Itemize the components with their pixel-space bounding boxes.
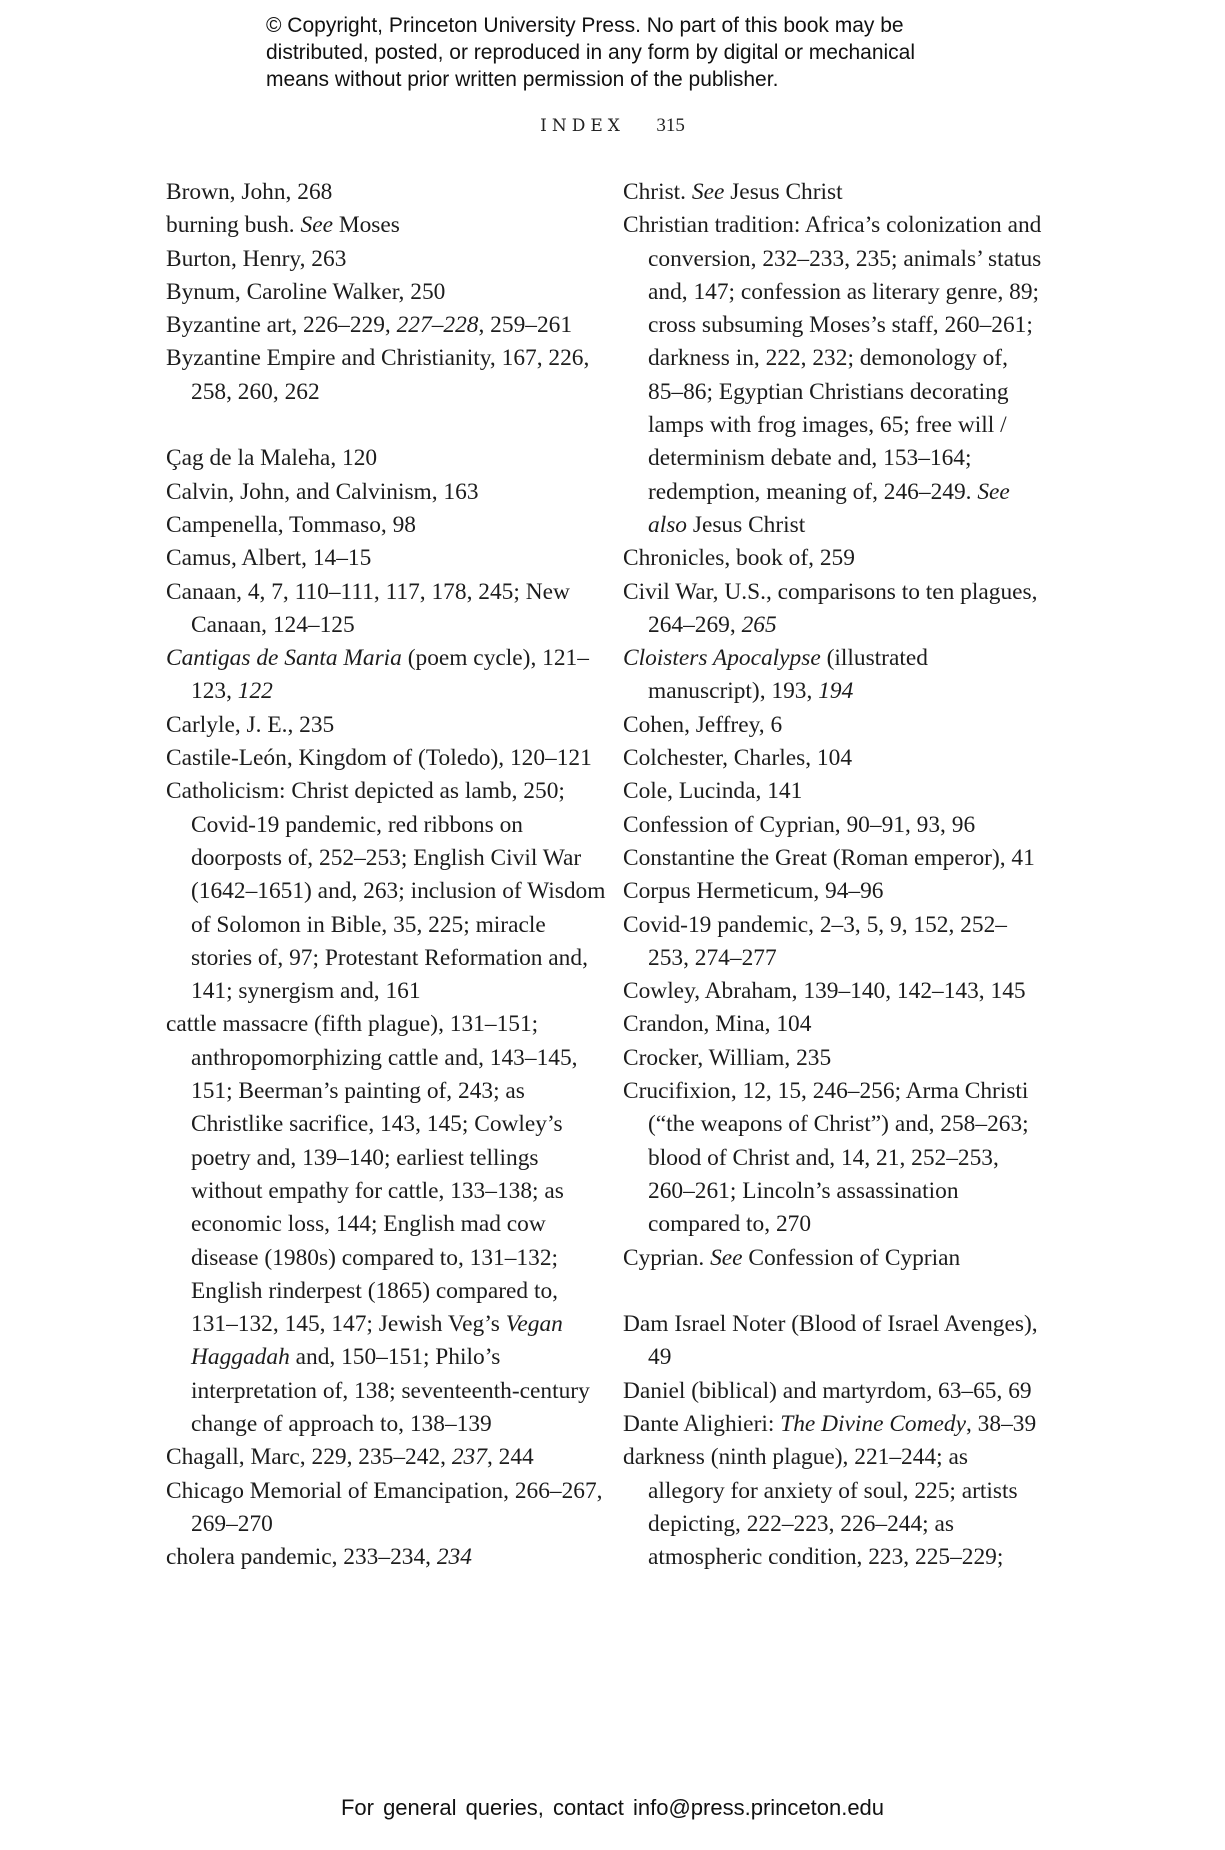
entry-text: Crocker, William, 235 bbox=[623, 1044, 832, 1071]
index-entry bbox=[166, 742, 606, 775]
entry-text: cattle massacre (fifth plague), 131–151; anthropomorphizing cattle and, 143–145, 151; Beerman’s painting of, 243; as Christlike sacrifice, 143, 145; Cowley’s poetry and, 139–140; earliest tellings without empathy for cattle, 133–138; as economic loss, 144; English mad cow disease (1980s) compared to, 131–132; English rinderpest (1865) compared to, 131–132, 145, 147; Jewish Veg’s bbox=[166, 1011, 578, 1338]
index-entry bbox=[623, 1042, 1043, 1075]
index-entry bbox=[166, 243, 606, 276]
index-entry bbox=[623, 1308, 1043, 1375]
entry-text: Constantine the Great (Roman emperor), 41 bbox=[623, 844, 1035, 871]
entry-italic-text: 227–228 bbox=[396, 312, 479, 339]
index-entry bbox=[166, 1008, 606, 1441]
entry-text: Byzantine Empire and Christianity, 167, 226, 258, 260, 262 bbox=[166, 345, 590, 405]
entry-text: Moses bbox=[332, 212, 400, 239]
index-entry bbox=[166, 542, 606, 575]
entry-text: Brown, John, 268 bbox=[166, 179, 333, 205]
copyright-notice bbox=[266, 12, 986, 93]
index-entry bbox=[166, 576, 606, 643]
copyright-line-1: © Copyright, Princeton University Press. No part of this book may be bbox=[266, 14, 904, 37]
entry-text: Canaan, 4, 7, 110–111, 117, 178, 245; New Canaan, 124–125 bbox=[166, 578, 570, 638]
index-entry bbox=[623, 1008, 1043, 1041]
entry-italic-text: 234 bbox=[436, 1544, 472, 1571]
entry-text: Jesus Christ bbox=[724, 179, 843, 205]
entry-italic-text: 265 bbox=[741, 611, 777, 638]
letter-group-gap bbox=[623, 1275, 1043, 1308]
index-entry bbox=[166, 442, 606, 475]
entry-text: Chagall, Marc, 229, 235–242, bbox=[166, 1444, 452, 1471]
index-column-left bbox=[166, 176, 606, 1574]
entry-italic-text: Vegan Haggadah bbox=[191, 1311, 563, 1371]
index-entry bbox=[166, 1441, 606, 1474]
entry-text: , 244 bbox=[486, 1444, 534, 1471]
entry-text: Confession of Cyprian, 90–91, 93, 96 bbox=[623, 811, 976, 838]
entry-italic-text: The Divine Comedy bbox=[780, 1410, 966, 1437]
index-entry bbox=[166, 1475, 606, 1542]
entry-text: Crandon, Mina, 104 bbox=[623, 1011, 812, 1038]
entry-italic-text: See bbox=[300, 212, 333, 239]
index-entry bbox=[623, 709, 1043, 742]
entry-text: Bynum, Caroline Walker, 250 bbox=[166, 278, 446, 305]
index-entry bbox=[166, 1541, 606, 1574]
index-entry bbox=[623, 775, 1043, 808]
running-head-label: INDEX bbox=[540, 116, 625, 136]
entry-text: Corpus Hermeticum, 94–96 bbox=[623, 878, 884, 905]
index-entry bbox=[166, 276, 606, 309]
entry-text: Carlyle, J. E., 235 bbox=[166, 711, 335, 738]
entry-text: Dam Israel Noter (Blood of Israel Avenges), 49 bbox=[623, 1311, 1038, 1371]
entry-text: , 38–39 bbox=[965, 1410, 1037, 1437]
index-entry bbox=[166, 709, 606, 742]
copyright-line-2: distributed, posted, or reproduced in any form by digital or mechanical bbox=[266, 41, 916, 64]
entry-text: Byzantine art, 226–229, bbox=[166, 312, 397, 339]
running-head bbox=[0, 115, 1225, 137]
entry-italic-text: Cloisters Apocalypse bbox=[623, 645, 821, 672]
entry-italic-text: See also bbox=[648, 478, 1010, 538]
entry-italic-text: See bbox=[691, 179, 725, 205]
page-number: 315 bbox=[656, 115, 685, 136]
entry-text: Covid-19 pandemic, 2–3, 5, 9, 152, 252–253, 274–277 bbox=[623, 911, 1007, 971]
index-entry bbox=[623, 742, 1043, 775]
entry-text: darkness (ninth plague), 221–244; as allegory for anxiety of soul, 225; artists depicting, 222–223, 226–244; as atmospheric condition, 223, 225–229; bbox=[623, 1444, 1018, 1571]
footer-contact: For general queries, contact info@press.princeton.edu bbox=[340, 1795, 885, 1820]
index-entry bbox=[623, 1408, 1043, 1441]
index-entry bbox=[623, 1441, 1043, 1574]
index-entry bbox=[623, 975, 1043, 1008]
index-entry bbox=[623, 1075, 1043, 1241]
entry-text: Civil War, U.S., comparisons to ten plagues, 264–269, bbox=[623, 578, 1038, 638]
index-entry bbox=[166, 176, 606, 209]
index-entry bbox=[623, 576, 1043, 643]
entry-text: Calvin, John, and Calvinism, 163 bbox=[166, 478, 479, 505]
entry-text: Cowley, Abraham, 139–140, 142–143, 145 bbox=[623, 978, 1026, 1005]
index-entry bbox=[623, 909, 1043, 976]
entry-text: Campenella, Tommaso, 98 bbox=[166, 511, 416, 538]
index-entry bbox=[166, 642, 606, 709]
copyright-line-3: means without prior written permission of the publisher. bbox=[266, 68, 779, 91]
entry-text: and, 150–151; Philo’s interpretation of, 138; seventeenth-century change of approach to, 138–139 bbox=[191, 1344, 590, 1437]
entry-text: Jesus Christ bbox=[687, 511, 806, 538]
letter-group-gap bbox=[166, 409, 606, 442]
entry-text: Castile-León, Kingdom of (Toledo), 120–121 bbox=[166, 745, 592, 772]
index-entry bbox=[623, 1242, 1043, 1275]
index-entry bbox=[623, 209, 1043, 542]
entry-text: Catholicism: Christ depicted as lamb, 250; Covid-19 pandemic, red ribbons on doorposts of, 252–253; English Civil War (1642–1651) and, 263; inclusion of Wisdom of Solomon in Bible, 35, 225; miracle stories of, 97; Protestant Reformation and, 141; synergism and, 161 bbox=[166, 778, 606, 1005]
entry-italic-text: 237 bbox=[451, 1444, 487, 1471]
entry-text: Daniel (biblical) and martyrdom, 63–65, 69 bbox=[623, 1377, 1032, 1404]
index-entry bbox=[623, 642, 1043, 709]
index-entry bbox=[623, 542, 1043, 575]
index-entry bbox=[623, 809, 1043, 842]
entry-italic-text: 194 bbox=[818, 678, 854, 705]
index-column-right bbox=[623, 176, 1043, 1574]
entry-text: (illustrated manuscript), 193, bbox=[648, 645, 928, 705]
index-entry bbox=[166, 775, 606, 1008]
entry-text: (poem cycle), 121–123, bbox=[191, 645, 589, 705]
entry-text: Cohen, Jeffrey, 6 bbox=[623, 711, 783, 738]
entry-text: Chicago Memorial of Emancipation, 266–267, 269–270 bbox=[166, 1477, 603, 1537]
index-entry bbox=[623, 842, 1043, 875]
entry-text: cholera pandemic, 233–234, bbox=[166, 1544, 437, 1571]
entry-text: Dante Alighieri: bbox=[623, 1410, 781, 1437]
entry-text: Crucifixion, 12, 15, 246–256; Arma Christi (“the weapons of Christ”) and, 258–263; blood of Christ and, 14, 21, 252–253, 260–261; Lincoln’s assassination compared to, 270 bbox=[623, 1078, 1029, 1238]
index-entry bbox=[623, 176, 1043, 209]
entry-italic-text: 122 bbox=[237, 678, 273, 705]
entry-text: Colchester, Charles, 104 bbox=[623, 745, 853, 772]
entry-text: Çag de la Maleha, 120 bbox=[166, 445, 378, 472]
entry-text: Christian tradition: Africa’s colonization and conversion, 232–233, 235; animals’ status and, 147; confession as literary genre, 89; cross subsuming Moses’s staff, 260–261; darkness in, 222, 232; demonology of, 85–86; Egyptian Christians decorating lamps with frog images, 65; free will / determinism debate and, 153–164; redemption, meaning of, 246–249. bbox=[623, 212, 1042, 505]
entry-text: Chronicles, book of, 259 bbox=[623, 545, 855, 572]
entry-text: Camus, Albert, 14–15 bbox=[166, 545, 372, 572]
index-entry bbox=[166, 209, 606, 242]
entry-text: Cyprian. bbox=[623, 1244, 711, 1271]
entry-text: Cole, Lucinda, 141 bbox=[623, 778, 803, 805]
entry-text: burning bush. bbox=[166, 212, 301, 239]
entry-text: , 259–261 bbox=[478, 312, 573, 339]
index-entry bbox=[166, 309, 606, 342]
entry-text: Confession of Cyprian bbox=[742, 1244, 961, 1271]
index-entry bbox=[166, 476, 606, 509]
entry-italic-text: See bbox=[710, 1244, 743, 1271]
index-entry bbox=[623, 875, 1043, 908]
entry-italic-text: Cantigas de Santa Maria bbox=[166, 645, 402, 672]
index-entry bbox=[166, 509, 606, 542]
index-entry bbox=[166, 342, 606, 409]
entry-text: Burton, Henry, 263 bbox=[166, 245, 347, 272]
entry-text: Christ. bbox=[623, 179, 692, 205]
index-entry bbox=[623, 1375, 1043, 1408]
